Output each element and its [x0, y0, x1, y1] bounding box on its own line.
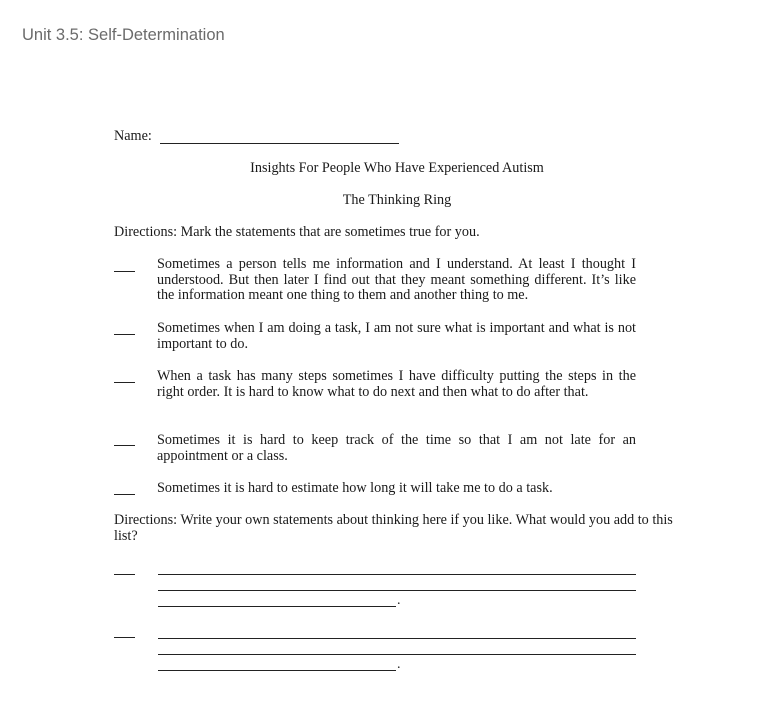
statement-2-text: Sometimes when I am doing a task, I am not sure what is important and what is not important to do.	[157, 320, 636, 352]
write-in-2-line-1[interactable]	[158, 638, 636, 639]
directions-mark: Directions: Mark the statements that are sometimes true for you.	[114, 224, 480, 240]
write-in-1-period: .	[397, 593, 401, 608]
statement-3-checkbox[interactable]	[114, 382, 135, 383]
statement-1-text: Sometimes a person tells me information and I understand. At least I thought I understood. But then later I find out that they meant something different. It’s like the information meant one thing to them and another thing to me.	[157, 256, 636, 304]
write-in-2-line-3[interactable]	[158, 670, 396, 671]
statement-3	[157, 369, 636, 400]
statement-5	[157, 481, 636, 497]
write-in-2-period: .	[397, 657, 401, 672]
statement-4-text: Sometimes it is hard to keep track of the time so that I am not late for an appointment or a class.	[157, 432, 636, 464]
worksheet-subtitle: The Thinking Ring	[342, 192, 452, 208]
write-in-1-line-1[interactable]	[158, 574, 636, 575]
write-in-1-checkbox[interactable]	[114, 574, 135, 575]
unit-header: Unit 3.5: Self-Determination	[22, 26, 225, 44]
name-label: Name:	[114, 128, 152, 144]
statement-1-checkbox[interactable]	[114, 271, 135, 272]
statement-3-text: When a task has many steps sometimes I have difficulty putting the steps in the right order. It is hard to know what to do next and then what to do after that.	[157, 368, 636, 400]
statement-5-text: Sometimes it is hard to estimate how long it will take me to do a task.	[157, 480, 553, 496]
statement-1	[157, 257, 636, 304]
write-in-1-line-3[interactable]	[158, 606, 396, 607]
statement-2	[157, 321, 636, 352]
statement-4	[157, 433, 636, 464]
write-in-2-line-2[interactable]	[158, 654, 636, 655]
write-in-2-checkbox[interactable]	[114, 637, 135, 638]
statement-4-checkbox[interactable]	[114, 445, 135, 446]
worksheet-title: Insights For People Who Have Experienced Autism	[250, 160, 544, 176]
write-in-1-line-2[interactable]	[158, 590, 636, 591]
statement-5-checkbox[interactable]	[114, 494, 135, 495]
directions-write: Directions: Write your own statements about thinking here if you like. What would you add to this list?	[114, 512, 673, 544]
statement-2-checkbox[interactable]	[114, 334, 135, 335]
name-field-line[interactable]	[160, 143, 399, 144]
